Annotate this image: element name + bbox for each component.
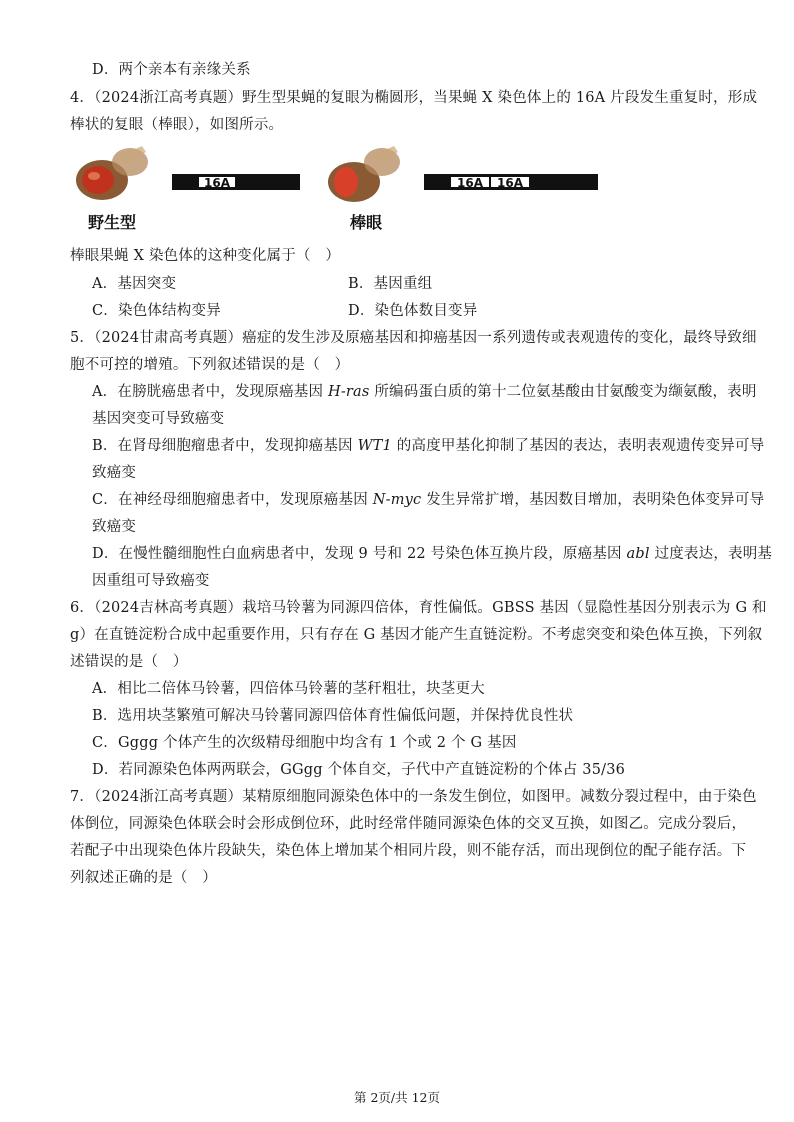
q4-option-b: B．基因重组	[348, 276, 433, 292]
q7-text-line2: 体倒位，同源染色体联会时会形成倒位环，此时经常伴随同源染色体的交叉互换，如图乙。完成分裂后，	[70, 816, 747, 832]
q4-text-line1: 4．（2024浙江高考真题）野生型果蝇的复眼为椭圆形，当果蝇 X 染色体上的 16A 片段发生重复时，形成	[70, 90, 758, 106]
bar-eye-label: 棒眼	[350, 213, 383, 232]
q6-option-c: C．Gggg 个体产生的次级精母细胞中均含有 1 个或 2 个 G 基因	[92, 735, 517, 751]
q5-option-c-cont: 致癌变	[92, 519, 137, 535]
q4-option-c: C．染色体结构变异	[92, 303, 221, 319]
q5-option-c: C．在神经母细胞瘤患者中，发现原癌基因 N-myc 发生异常扩增，基因数目增加，表明染色体变异可导	[92, 492, 765, 508]
q4-figure	[60, 140, 620, 240]
q6-option-a: A．相比二倍体马铃薯，四倍体马铃薯的茎秆粗壮，块茎更大	[92, 681, 485, 697]
q6-option-b: B．选用块茎繁殖可解决马铃薯同源四倍体育性偏低问题，并保持优良性状	[92, 708, 574, 724]
q5-option-b: B．在肾母细胞瘤患者中，发现抑癌基因 WT1 的高度甲基化抑制了基因的表达，表明表观遗传变异可导	[92, 438, 765, 454]
q5-option-d: D．在慢性髓细胞性白血病患者中，发现 9 号和 22 号染色体互换片段，原癌基因 abl 过度表达，表明基	[92, 546, 773, 562]
q5-text-line2: 胞不可控的增殖。下列叙述错误的是（ ）	[70, 357, 350, 373]
q6-text-line3: 述错误的是（ ）	[70, 654, 188, 670]
q5-option-a: A．在膀胱癌患者中，发现原癌基因 H-ras 所编码蛋白质的第十二位氨基酸由甘氨酸变为缬氨酸，表明	[92, 384, 757, 400]
gene-h-ras: H-ras	[327, 384, 370, 400]
q5-option-a-cont: 基因突变可导致癌变	[92, 411, 225, 427]
q7-text-line3: 若配子中出现染色体片段缺失，染色体上增加某个相同片段，则不能存活，而出现倒位的配子能存活。下	[70, 843, 747, 859]
q6-option-d: D．若同源染色体两两联会，GGgg 个体自交，子代中产直链淀粉的个体占 35/36	[92, 762, 626, 778]
q5-option-b-cont: 致癌变	[92, 465, 137, 481]
segment-16a-first: 16A	[450, 176, 490, 188]
wild-type-fly-image	[72, 142, 150, 204]
q4-option-d: D．染色体数目变异	[348, 303, 478, 319]
q5-option-d-cont: 因重组可导致癌变	[92, 573, 210, 589]
wild-type-label: 野生型	[88, 213, 137, 232]
page-footer: 第 2页/共 12页	[353, 1090, 441, 1105]
q3-option-d: D．两个亲本有亲缘关系	[92, 62, 251, 78]
q6-text-line2: g）在直链淀粉合成中起重要作用，只有存在 G 基因才能产生直链淀粉。不考虑突变和染色体互换，下列叙	[70, 627, 763, 643]
segment-16a-second: 16A	[490, 176, 530, 188]
bar-eye-chromosome-bar	[424, 174, 598, 190]
q7-text-line1: 7．（2024浙江高考真题）某精原细胞同源染色体中的一条发生倒位，如图甲。减数分裂过程中，由于染色	[70, 789, 757, 805]
wild-type-chromosome-bar	[172, 174, 300, 190]
q6-text-line1: 6．（2024吉林高考真题）栽培马铃薯为同源四倍体，育性偏低。GBSS 基因（显隐性基因分别表示为 G 和	[70, 600, 767, 616]
q5-text-line1: 5．（2024甘肃高考真题）癌症的发生涉及原癌基因和抑癌基因一系列遗传或表观遗传的变化，最终导致细	[70, 330, 757, 346]
segment-16a: 16A	[198, 176, 236, 188]
q4-option-a: A．基因突变	[92, 276, 177, 292]
q7-text-line4: 列叙述正确的是（ ）	[70, 870, 217, 886]
q4-stem: 棒眼果蝇 X 染色体的这种变化属于（ ）	[70, 248, 341, 264]
bar-eye-fly-image	[322, 144, 402, 206]
gene-n-myc: N-myc	[372, 492, 422, 508]
gene-wt1: WT1	[357, 438, 392, 454]
gene-abl: abl	[626, 546, 650, 562]
q4-text-line2: 棒状的复眼（棒眼），如图所示。	[70, 117, 284, 133]
